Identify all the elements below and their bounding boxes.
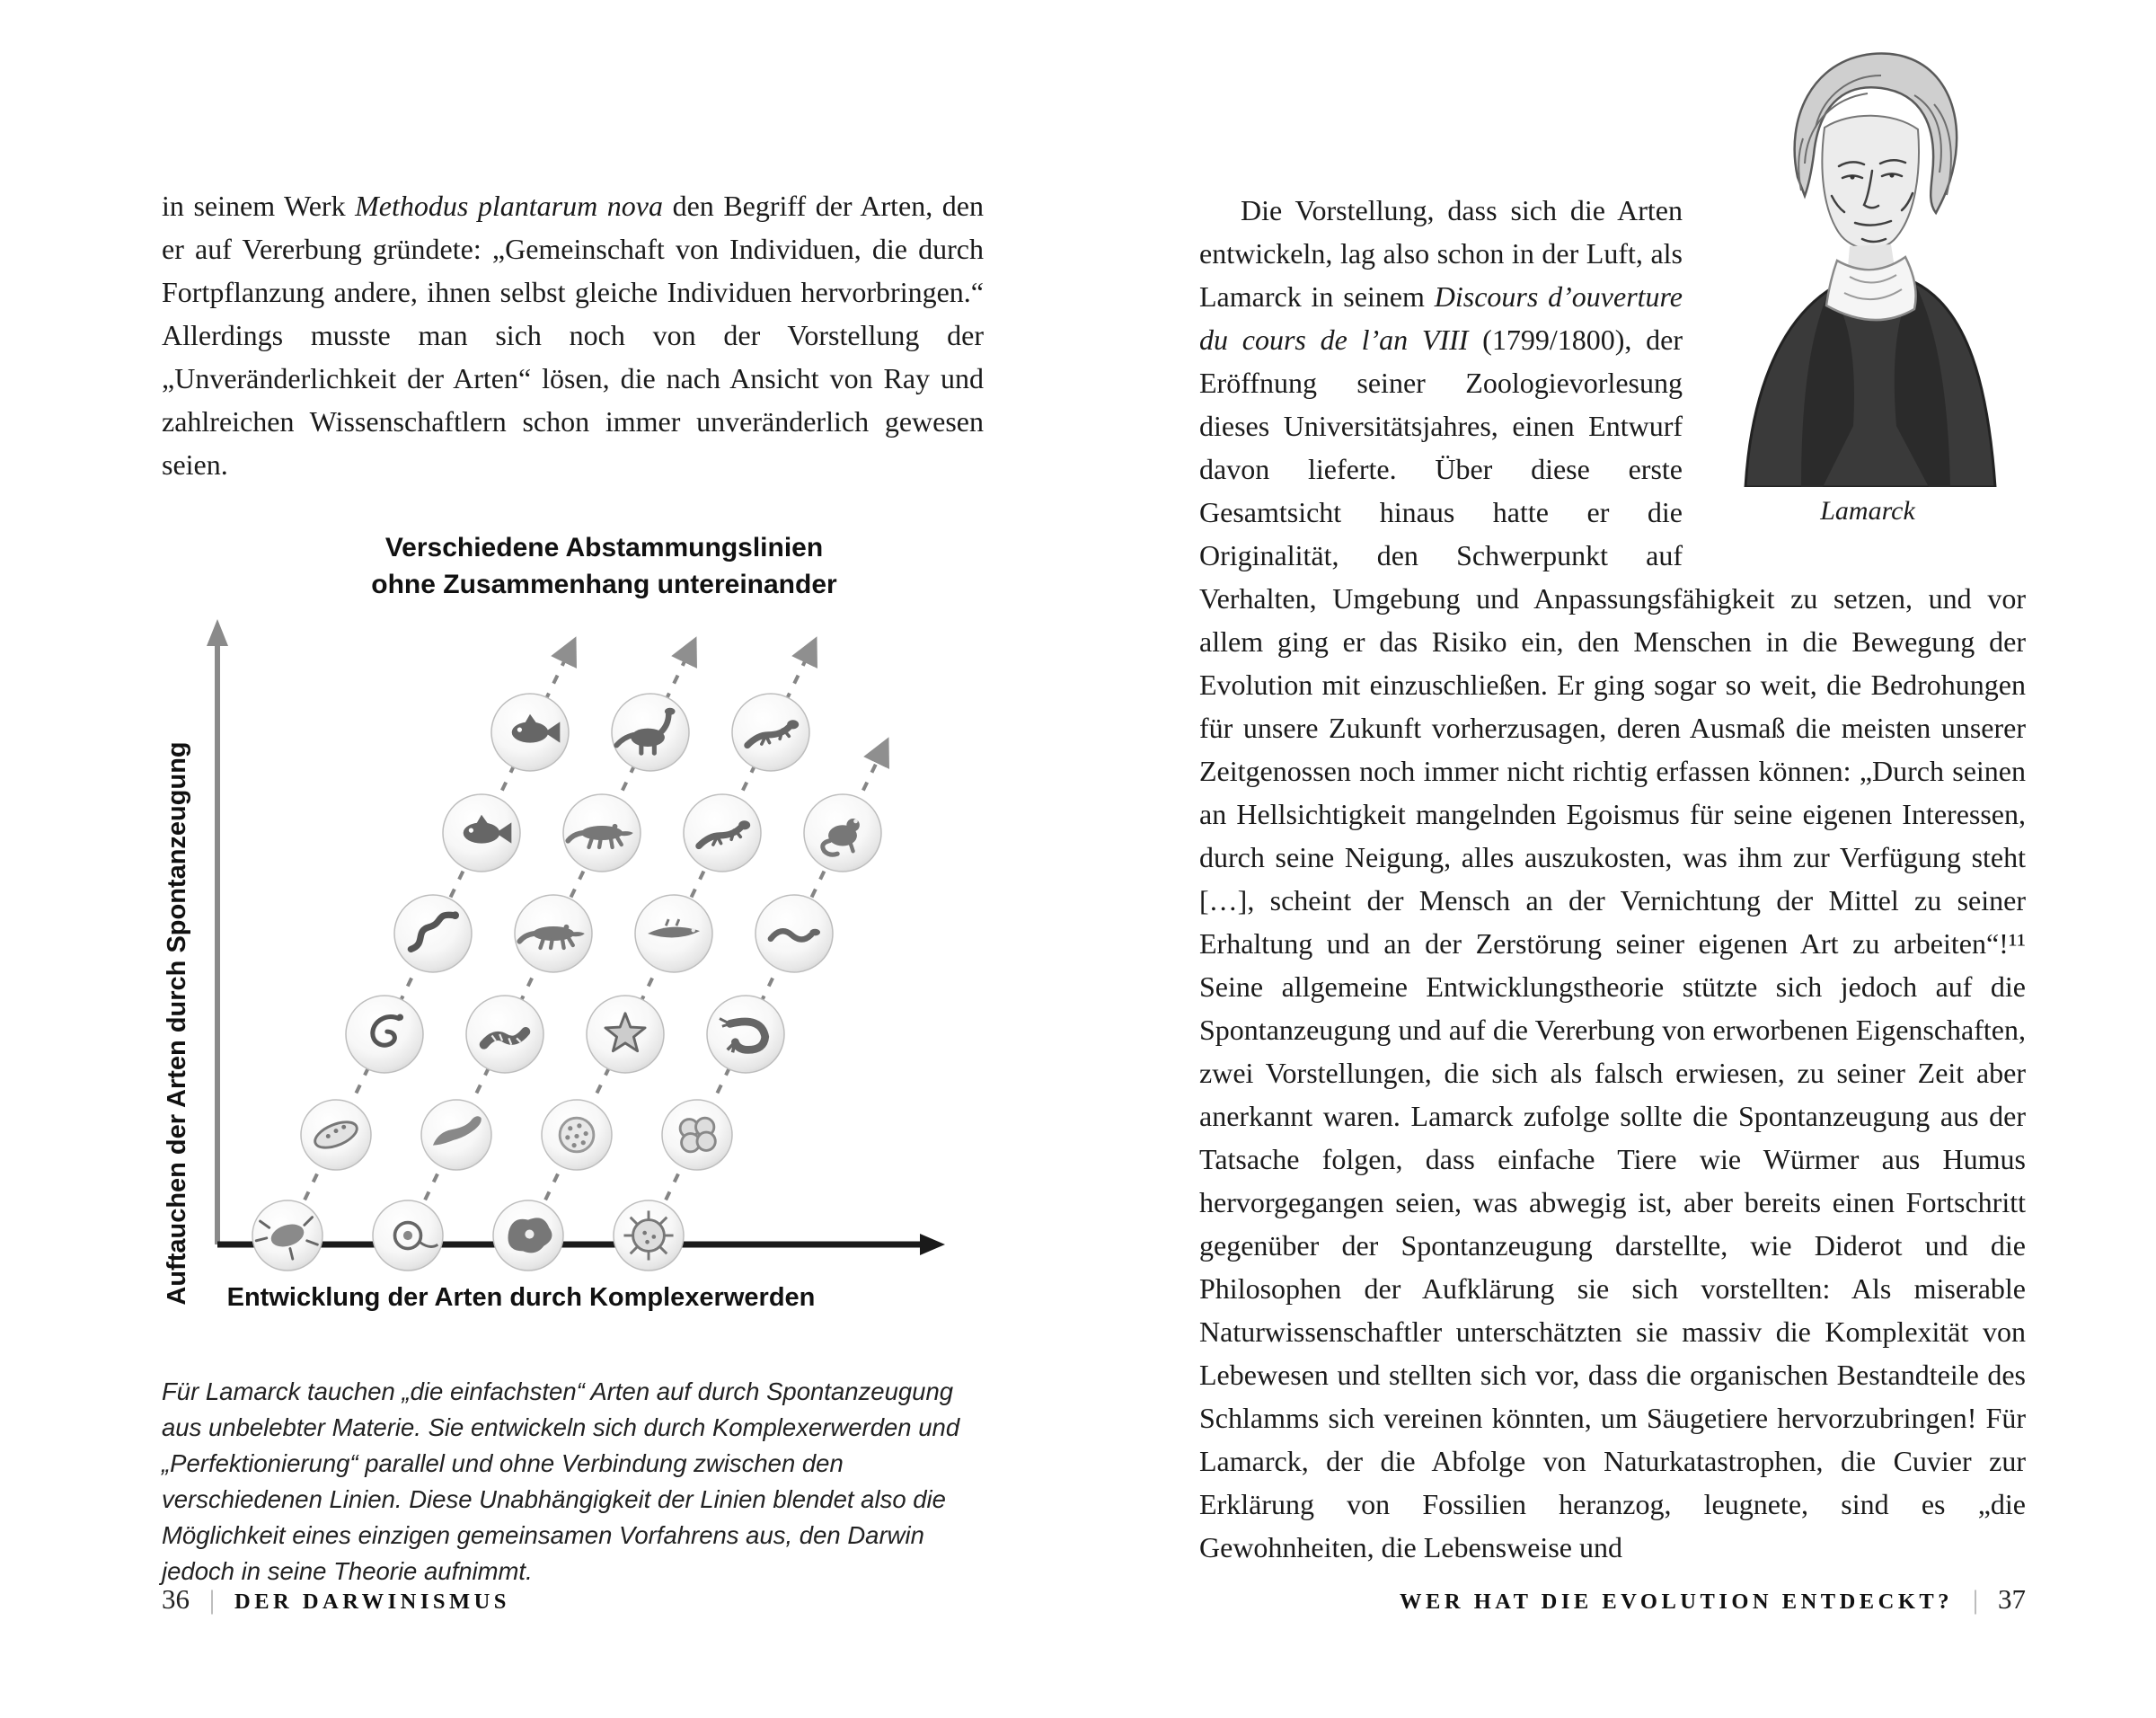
portrait-caption: Lamarck — [1820, 496, 1915, 526]
x-axis-label: Entwicklung der Arten durch Komplexerwerden — [226, 1283, 816, 1312]
portrait-left-eye — [1850, 174, 1854, 179]
left-footer — [162, 1583, 510, 1616]
portrait-neck — [1848, 244, 1895, 268]
work-title-italic: Discours d’ouverture du cours de l’an VIII — [1199, 280, 1683, 356]
species-node — [707, 996, 784, 1073]
footer-divider: | — [1972, 1585, 1978, 1615]
left-page-number: 36 — [162, 1583, 190, 1615]
diagram-title-line1: Verschiedene Abstammungslinien — [384, 533, 824, 562]
right-page — [1199, 0, 2026, 1718]
paragraph-text: den Begriff der Arten, den er auf Vererbung gründete: „Gemeinschaft von Individuen, die durch Fortpflanzung andere, ihnen selbst gleiche Individuen hervorbringen.“ Allerdings musste man sich noch von der Vorstellung der „Unveränderlichkeit der Arten“ lösen, die nach Ansicht von Ray und zahlreichen Wissenschaftlern schon immer unveränderlich gewesen seien. — [162, 190, 985, 481]
y-axis-arrow-icon — [207, 619, 228, 646]
radiolarian-icon — [623, 1210, 673, 1260]
diagram-title — [225, 529, 984, 603]
x-axis-arrow-icon — [920, 1234, 945, 1255]
right-footer — [1400, 1583, 2026, 1616]
left-body-paragraph — [162, 184, 984, 486]
species-node — [394, 895, 472, 972]
lamarck-figure — [1710, 20, 2026, 527]
right-running-head: WER HAT DIE EVOLUTION ENTDECKT? — [1400, 1590, 1953, 1614]
species-node — [346, 996, 423, 1073]
y-axis-label: Auftauchen der Arten durch Spontanzeugung — [163, 741, 191, 1306]
diagram-caption: Für Lamarck tauchen „die einfachsten“ Arten auf durch Spontanzeugung aus unbelebter Materie. Sie entwickeln sich durch Komplexerwerden und „Perfektionierung“ parallel und ohne Verbindung zwischen den verschiedenen Linien. Diese Unabhängigkeit der Linien blendet also die Möglichkeit eines einzigen gemeinsamen Vorfahrens aus, den Darwin jedoch in seine Theorie aufnimmt. — [162, 1377, 960, 1585]
portrait-right-eye — [1889, 173, 1894, 177]
paragraph-text: (1799/1800), der Eröffnung seiner Zoologievorlesung dieses Universitätsjahres, einen Entwurf davon lieferte. Über diese erste Gesamtsicht hinaus hatte er die Originalität, den Schwerpunkt auf Verhalten, Umgebung und Anpassungsfähigkeit zu setzen, und vor allem ging er das Risiko ein, den Menschen in die Bewegung der Evolution mit einzuschließen. Er ging sogar so weit, die Bedrohungen für unsere Zukunft vorherzusagen, deren Ausmaß die meisten unserer Zeitgenossen noch immer nicht richtig erfassen können: „Durch seinen an Hellsichtigkeit mangelnden Egoismus für seine eigenen Interessen, durch seine Neigung, alles auszukosten, was ihm zur Verfügung steht […], scheint der Mensch an der Vernichtung der Mittel zu seiner Erhaltung und an der Zerstörung seiner eigenen Art zu arbeiten“!¹¹ Seine allgemeine Entwicklungstheorie stützte sich jedoch auf die Spontanzeugung und auf die Vererbung von erworbenen Eigenschaften, zwei Vorstellungen, die sich als falsch erwiesen, zu seiner Zeit aber anerkannt waren. Lamarck zufolge sollte die Spontanzeugung aus der Tatsache folgen, dass einfache Tiere wie Würmer aus Humus hervorgegangen seien, was abwegig ist, aber bereits einen Fortschritt gegenüber der Spontanzeugung darstellte, wie Diderot und die Philosophen der Aufklärung sie sich vorstellten: Als miserable Naturwissenschaftler unterschätzten sie massiv die Komplexität von Lebewesen und stellten sich vor, dass die organischen Bestandteile des Schlamms sich vereinen könnten, um Säugetiere hervorzubringen! Für Lamarck, der die Abfolge von Naturkatastrophen, die Cuvier zur Erklärung von Fossilien heranzog, leugnete, sind es „die Gewohnheiten, die Lebensweise und — [1199, 323, 2026, 1563]
segmented-worm-icon — [484, 1032, 526, 1045]
paragraph-text: Die Vorstellung, dass sich die Arten entwickeln, lag also schon in der Luft, als Lamarck in seinem — [1199, 194, 1683, 313]
paragraph-text: in seinem Werk — [162, 190, 356, 222]
left-page — [162, 0, 984, 1718]
lineage-diagram — [162, 607, 984, 1352]
footer-divider: | — [209, 1585, 216, 1615]
lineage-nodes-layer — [252, 694, 881, 1271]
dotted-ball-icon — [560, 1118, 594, 1152]
left-running-head: DER DARWINISMUS — [234, 1590, 510, 1614]
diagram-title-line2: ohne Zusammenhang untereinander — [371, 570, 837, 599]
right-page-number: 37 — [1998, 1583, 2026, 1615]
work-title-italic: Methodus plantarum nova — [355, 190, 664, 222]
lamarck-portrait-illustration — [1715, 20, 2020, 487]
